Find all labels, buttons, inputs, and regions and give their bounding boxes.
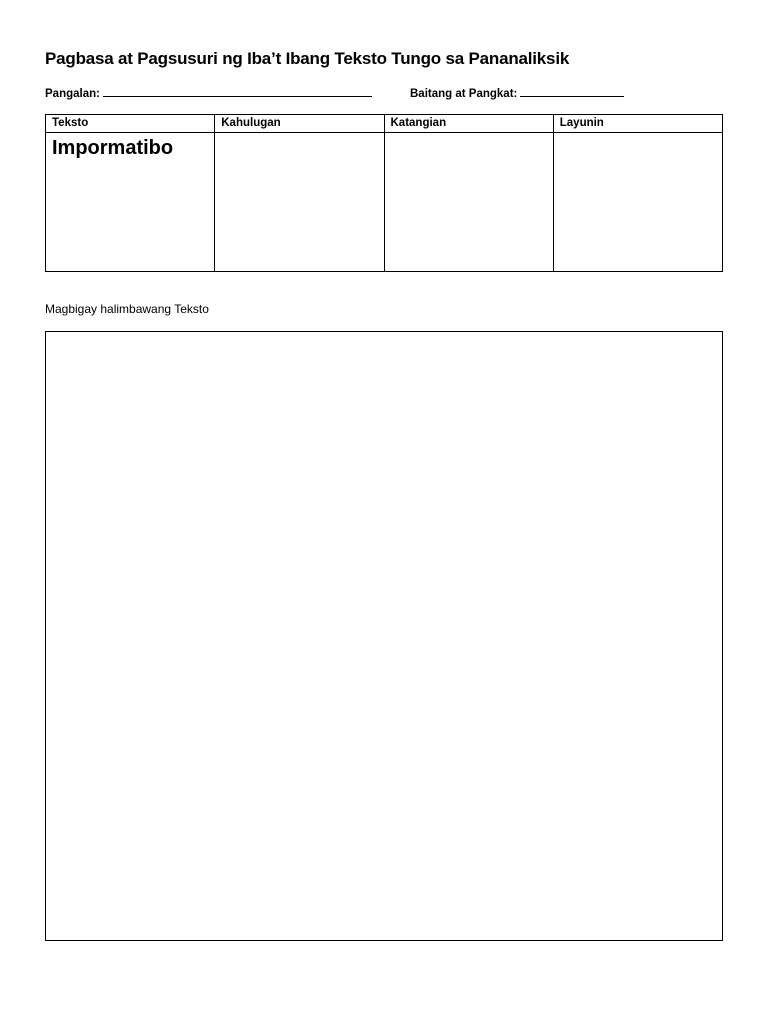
name-label: Pangalan: (45, 88, 100, 100)
grade-section-blank-line[interactable] (520, 86, 624, 97)
header-katangian: Katangian (384, 115, 553, 133)
grade-section-field (410, 86, 624, 100)
header-teksto: Teksto (46, 115, 215, 133)
name-field (45, 86, 372, 100)
cell-kahulugan[interactable] (215, 133, 384, 272)
worksheet-title: Pagbasa at Pagsusuri ng Iba’t Ibang Teksto Tungo sa Pananaliksik (45, 49, 570, 68)
cell-layunin[interactable] (553, 133, 722, 272)
table-row (46, 133, 723, 272)
name-blank-line[interactable] (103, 86, 372, 97)
grade-section-label: Baitang at Pangkat: (410, 88, 518, 100)
cell-katangian[interactable] (384, 133, 553, 272)
text-type-table (45, 114, 723, 272)
table-header-row (46, 115, 723, 133)
header-kahulugan: Kahulugan (215, 115, 384, 133)
example-instruction: Magbigay halimbawang Teksto (45, 302, 209, 316)
text-type-label: Impormatibo (52, 137, 174, 159)
cell-teksto (46, 133, 215, 272)
example-answer-box[interactable] (45, 331, 723, 941)
header-layunin: Layunin (553, 115, 722, 133)
